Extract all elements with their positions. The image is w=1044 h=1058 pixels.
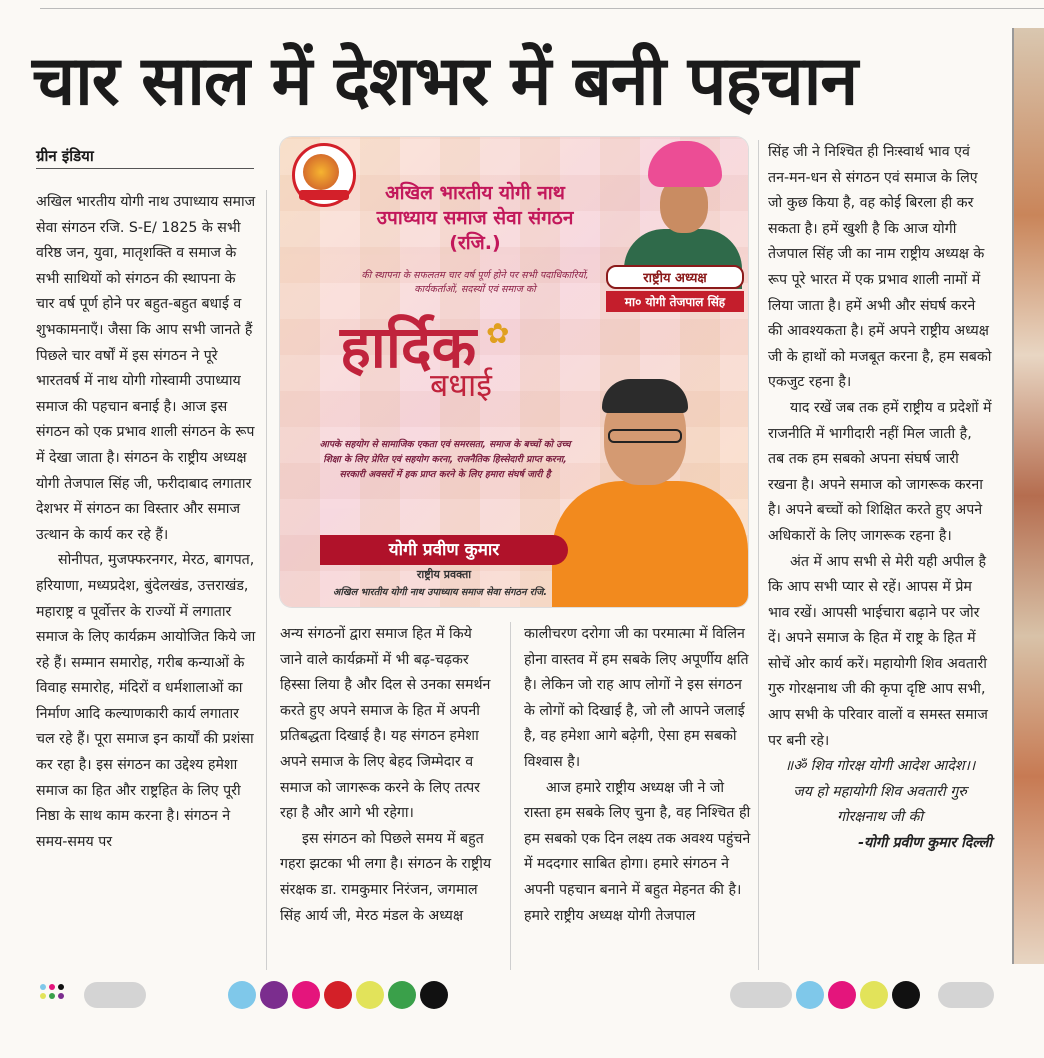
poster-message: आपके सहयोग से सामाजिक एकता एवं समरसता, समाज के बच्चों को उच्च शिक्षा के लिए प्रेरित एवं सहयोग करना, राजनैतिक हिस्सेदारी प्राप्त करना, सरकारी अवसरों में हक प्राप्त करने के लिए हमारा संघर्ष जारी है [319, 439, 571, 480]
color-swatch [228, 981, 256, 1009]
paragraph: सिंह जी ने निश्चित ही निःस्वार्थ भाव एवं तन-मन-धन से संगठन एवं समाज के लिए जो कुछ किया है, वह कोई बिरला ही कर सकता है। हमें खुशी है कि आज योगी तेजपाल सिंह जी का नाम राष्ट्रीय अध्यक्ष के रूप पूरे भारत में एक प्रभाव शाली नामों में लिया जाता है। हमें अभी और संघर्ष करने की आवश्यकता है। हमें अपने राष्ट्रीय अध्यक्ष जी के हाथों को मजबूत करना है, हम सबको एकजुट रहना है। [768, 144, 992, 391]
poster-title: अखिल भारतीय योगी नाथ उपाध्याय समाज सेवा संगठन (रजि.) [376, 182, 574, 254]
glasses-icon [608, 429, 682, 443]
print-bar-right [938, 980, 994, 1010]
paragraph: सोनीपत, मुजफ्फरनगर, मेरठ, बागपत, हरियाणा, मध्यप्रदेश, बुंदेलखंड, उत्तराखंड, महाराष्ट्र व पूर्वोत्तर के राज्यों में लगातार समाज के लिए कार्यक्रम आयोजित किये जा रहे हैं। सम्मान समारोह, गरीब कन्याओं के विवाह समारोह, मंदिरों व धर्मशालाओं का निर्माण आदि कल्याणकारी कार्य लगातार चल रहे हैं। पूरा समाज इन कार्यों की प्रशंसा कर रहा है। इस संगठन का उद्देश्य हमेशा समाज का हित और राष्ट्रहित के लिए पूरी निष्ठा के साथ काम करना है। संगठन ने समय-समय पर [36, 552, 256, 850]
poster-org-footer: अखिल भारतीय योगी नाथ उपाध्याय समाज सेवा संगठन रजि. [333, 587, 547, 598]
organization-logo [292, 143, 356, 207]
color-swatch [356, 981, 384, 1009]
column-divider [266, 190, 267, 970]
article-column-1 [36, 190, 258, 855]
color-swatch [892, 981, 920, 1009]
greeting-sub: बधाई [430, 366, 492, 404]
logo-ribbon [299, 190, 349, 200]
spokesperson-rank: राष्ट्रीय प्रवक्ता [416, 568, 472, 581]
grey-bar [938, 982, 994, 1008]
color-swatch [860, 981, 888, 1009]
grey-bar [84, 982, 146, 1008]
color-swatch [292, 981, 320, 1009]
article-column-2 [280, 622, 498, 929]
paragraph: अन्य संगठनों द्वारा समाज हित में किये जाने वाले कार्यक्रमों में भी बढ़-चढ़कर हिस्सा लिया है और दिल से उनका समर्थन करते हुए अपने समाज के हित में अपनी प्रतिबद्धता दिखाई है। यह संगठन हमेशा अपने समाज के लिए बेहद जिम्मेदार व समाज को जागरूक करने के लिए तत्पर रहा है और आगे भी रहेगा। [280, 626, 491, 822]
closing-invocation: ॥ॐ शिव गोरक्ष योगी आदेश आदेश।। [784, 758, 976, 775]
page-title: चार साल में देशभर में बनी पहचान [32, 42, 858, 121]
registration-mark [40, 984, 84, 1004]
column-divider [510, 622, 511, 970]
paragraph: अंत में आप सभी से मेरी यही अपील है कि आप सभी प्यार से रहें। आपस में प्रेम भाव रखें। आपसी भाईचारा बढ़ाने पर जोर दें। अपने समाज के हित में राष्ट्र के हित में सोचें ओर कार्य करें। महायोगी शिव अवतारी गुरु गोरक्षनाथ जी की कृपा दृष्टि आप सभी, आप सभी के परिवार वालों व समस्त समाज पर बनी रहे। [768, 553, 988, 749]
color-swatch [324, 981, 352, 1009]
color-registration-bar [228, 980, 448, 1010]
color-swatch [828, 981, 856, 1009]
byline: ग्रीन इंडिया [36, 147, 94, 165]
paragraph: इस संगठन को पिछले समय में बहुत गहरा झटका भी लगा है। संगठन के राष्ट्रीय संरक्षक डा. रामकुमार निरंजन, जगमाल सिंह आर्य जी, मेरठ मंडल के अध्यक्ष [280, 830, 492, 924]
greeting-main: हार्दिक [340, 313, 477, 381]
color-registration-bar-right [730, 980, 920, 1010]
article-column-4 [768, 140, 992, 857]
leader-turban [648, 141, 722, 187]
leader-role: राष्ट्रीय अध्यक्ष [606, 265, 744, 289]
byline-rule [36, 168, 254, 169]
paragraph: कालीचरण दरोगा जी का परमात्मा में विलिन होना वास्तव में हम सबके लिए अपूर्णीय क्षति है। लेकिन जो राह आप लोगों ने इस संगठन के लोगों को दिखाई है, जो लौ आपने जलाई है, वह हमेशा आगे बढ़ेगी, ऐसा हम सबको विश्वास है। [524, 626, 749, 770]
top-rule [40, 8, 1044, 9]
color-swatch [260, 981, 288, 1009]
closing-salutation: जय हो महायोगी शिव अवतारी गुरु गोरक्षनाथ जी की [793, 783, 967, 826]
column-divider [758, 140, 759, 970]
flower-icon: ✿ [486, 317, 510, 350]
color-swatch [796, 981, 824, 1009]
paragraph: आज हमारे राष्ट्रीय अध्यक्ष जी ने जो रास्ता हम सबके लिए चुना है, वह निश्चित ही हम सबको एक दिन लक्ष्य तक अवश्य पहुंचने में मददगार साबित होगा। हमारे संगठन ने अपनी पहचान बनाने में बहुत मेहनत की है। हमारे राष्ट्रीय अध्यक्ष योगी तेजपाल [524, 779, 751, 924]
grey-bar [730, 982, 792, 1008]
paragraph: अखिल भारतीय योगी नाथ उपाध्याय समाज सेवा संगठन रजि. S-E/ 1825 के सभी वरिष्ठ जन, युवा, मातृशक्ति व समाज के सभी साथियों को संगठन की स्थापना के चार वर्ष पूर्ण होने पर बहुत-बहुत बधाई व शुभकामनाएँ। जैसा कि आप सभी जानते हैं पिछले चार वर्षों में इस संगठन ने पूरे भारतवर्ष में नाथ योगी गोस्वामी उपाध्याय समाज की पहचान बनाई है। आज इस संगठन को एक प्रभाव शाली संगठन के रूप में देखा जाता है। संगठन के राष्ट्रीय अध्यक्ष योगी तेजपाल सिंह जी, फरीदाबाद लगातार देशभर में संगठन का विस्तार और समाज उत्थान के कार्य कर रहे हैं। [36, 194, 256, 543]
spokesperson-hair [602, 379, 688, 413]
leader-caption [606, 265, 744, 312]
spokesperson-name: योगी प्रवीण कुमार [320, 535, 568, 565]
author-signature: -योगी प्रवीण कुमार दिल्ली [858, 835, 992, 852]
leader-photo [620, 141, 738, 271]
color-swatch [388, 981, 416, 1009]
greeting-poster [280, 137, 748, 607]
color-swatch [420, 981, 448, 1009]
print-bar-left [84, 980, 146, 1010]
spokesperson-photo [552, 377, 748, 607]
leader-name: मा० योगी तेजपाल सिंह [606, 291, 744, 312]
logo-emblem-icon [303, 154, 339, 190]
article-column-3 [524, 622, 752, 929]
adjacent-page-strip [1014, 28, 1044, 964]
paragraph: याद रखें जब तक हमें राष्ट्रीय व प्रदेशों में राजनीति में भागीदारी नहीं मिल जाती है, तब तक हम सबको अपना संघर्ष जारी रखना है। अपने समाज को जागरूक करना है। अपने बच्चों को शिक्षित करते हुए अपने अधिकारों के लिए जागरूक रहना है। [768, 399, 992, 544]
poster-subtitle: की स्थापना के सफलतम चार वर्ष पूर्ण होने पर सभी पदाधिकारियों, कार्यकर्ताओं, सदस्यों एवं समाज को [361, 270, 589, 295]
